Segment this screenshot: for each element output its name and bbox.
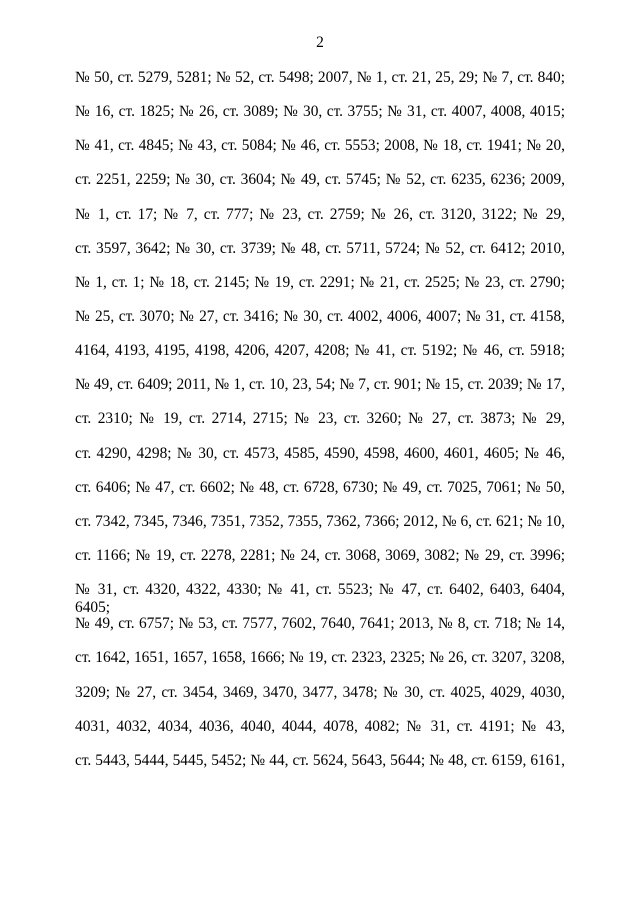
page-number: 2 — [316, 34, 324, 51]
text-line: № 25, ст. 3070; № 27, ст. 3416; № 30, ст. 4002, 4006, 4007; № 31, ст. 4158, — [75, 307, 565, 325]
text-line: № 16, ст. 1825; № 26, ст. 3089; № 30, ст. 3755; № 31, ст. 4007, 4008, 4015; — [75, 103, 565, 121]
text-line: № 49, ст. 6757; № 53, ст. 7577, 7602, 7640, 7641; 2013, № 8, ст. 718; № 14, — [75, 615, 565, 633]
text-line: № 50, ст. 5279, 5281; № 52, ст. 5498; 2007, № 1, ст. 21, 25, 29; № 7, ст. 840; — [75, 69, 565, 86]
text-line: № 31, ст. 4320, 4322, 4330; № 41, ст. 5523; № 47, ст. 6402, 6403, 6404, 6405; — [75, 581, 565, 617]
text-line: № 1, ст. 1; № 18, ст. 2145; № 19, ст. 2291; № 21, ст. 2525; № 23, ст. 2790; — [75, 273, 565, 291]
text-line: ст. 4290, 4298; № 30, ст. 4573, 4585, 4590, 4598, 4600, 4601, 4605; № 46, — [75, 444, 565, 462]
text-line: № 49, ст. 6409; 2011, № 1, ст. 10, 23, 54; № 7, ст. 901; № 15, ст. 2039; № 17, — [75, 376, 565, 394]
text-line: № 41, ст. 4845; № 43, ст. 5084; № 46, ст. 5553; 2008, № 18, ст. 1941; № 20, — [75, 137, 565, 155]
text-line: 4031, 4032, 4034, 4036, 4040, 4044, 4078, 4082; № 31, ст. 4191; № 43, — [75, 717, 565, 735]
text-line: 3209; № 27, ст. 3454, 3469, 3470, 3477, 3478; № 30, ст. 4025, 4029, 4030, — [75, 683, 565, 701]
text-line: ст. 1642, 1651, 1657, 1658, 1666; № 19, ст. 2323, 2325; № 26, ст. 3207, 3208, — [75, 649, 565, 667]
text-line: ст. 2251, 2259; № 30, ст. 3604; № 49, ст. 5745; № 52, ст. 6235, 6236; 2009, — [75, 171, 565, 189]
text-line: ст. 3597, 3642; № 30, ст. 3739; № 48, ст. 5711, 5724; № 52, ст. 6412; 2010, — [75, 239, 565, 257]
text-line: ст. 2310; № 19, ст. 2714, 2715; № 23, ст. 3260; № 27, ст. 3873; № 29, — [75, 410, 565, 428]
text-line: ст. 7342, 7345, 7346, 7351, 7352, 7355, 7362, 7366; 2012, № 6, ст. 621; № 10, — [75, 512, 565, 530]
text-line: ст. 5443, 5444, 5445, 5452; № 44, ст. 5624, 5643, 5644; № 48, ст. 6159, 6161, — [75, 751, 565, 769]
text-line: 4164, 4193, 4195, 4198, 4206, 4207, 4208; № 41, ст. 5192; № 46, ст. 5918; — [75, 342, 565, 360]
text-line: ст. 1166; № 19, ст. 2278, 2281; № 24, ст. 3068, 3069, 3082; № 29, ст. 3996; — [75, 546, 565, 564]
document-body-text — [75, 69, 565, 786]
text-line: № 1, ст. 17; № 7, ст. 777; № 23, ст. 2759; № 26, ст. 3120, 3122; № 29, — [75, 205, 565, 223]
text-line: ст. 6406; № 47, ст. 6602; № 48, ст. 6728, 6730; № 49, ст. 7025, 7061; № 50, — [75, 478, 565, 496]
